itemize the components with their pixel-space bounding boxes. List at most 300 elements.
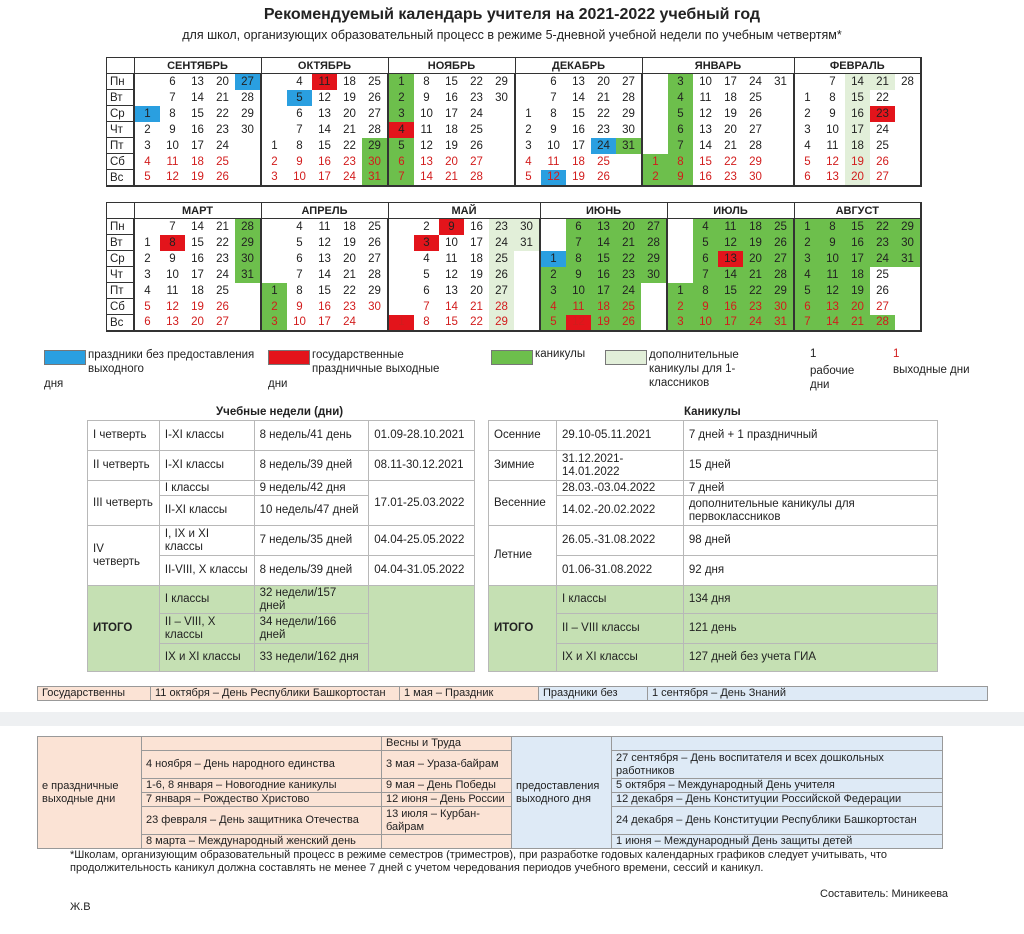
day-cell: 16 xyxy=(191,123,204,136)
day-cell: 3 xyxy=(515,138,541,154)
day-cell: 10 xyxy=(287,170,312,187)
day-cell xyxy=(261,90,287,106)
day-cell: 23 xyxy=(470,91,483,104)
day-cell: 16 xyxy=(591,267,616,283)
day-cell: 22 xyxy=(597,107,610,120)
day-cell: 8 xyxy=(668,154,693,170)
day-cell xyxy=(642,122,668,138)
day-cell xyxy=(489,138,515,154)
day-cell: 1 xyxy=(515,106,541,122)
day-cell: 3 xyxy=(794,251,820,267)
day-cell: 27 xyxy=(622,75,635,88)
day-cell: 27 xyxy=(470,155,483,168)
day-cell: 26 xyxy=(876,284,889,297)
day-cell: 24 xyxy=(337,170,362,187)
day-cell: 10 xyxy=(420,107,433,120)
day-cell: 14 xyxy=(591,235,616,251)
day-cell: 4 xyxy=(296,75,303,88)
day-cell: 7 xyxy=(550,91,557,104)
day-cell: 5 xyxy=(134,299,160,315)
day-cell: 11 xyxy=(566,299,591,315)
day-cell: 3 xyxy=(414,235,439,251)
day-cell xyxy=(895,267,921,283)
day-cell: 23 xyxy=(718,170,743,187)
day-cell: 25 xyxy=(470,123,483,136)
day-cell: 24 xyxy=(470,107,483,120)
day-cell: 2 xyxy=(794,106,820,122)
day-cell: 20 xyxy=(845,299,870,315)
day-cell: 29 xyxy=(749,155,762,168)
day-cell: 5 xyxy=(540,315,566,332)
vac-total-r2-classes: II – VIII классы xyxy=(556,614,683,644)
day-cell: 29 xyxy=(362,138,388,154)
day-cell: 6 xyxy=(693,251,718,267)
month-header: ЯНВАРЬ xyxy=(642,58,794,74)
day-cell: 17 xyxy=(724,75,737,88)
day-cell xyxy=(768,106,794,122)
day-cell: 17 xyxy=(312,170,337,187)
vac-total-r1-days: 134 дня xyxy=(683,586,937,614)
q4-name: IV четверть xyxy=(88,526,160,586)
weeks-table xyxy=(87,420,475,672)
day-cell xyxy=(388,299,414,315)
day-cell: 22 xyxy=(724,155,737,168)
day-cell: 25 xyxy=(749,91,762,104)
q3-a-weeks: 9 недель/42 дня xyxy=(254,481,369,496)
spring-a-days: 7 дней xyxy=(683,481,937,496)
strip-sep1: 1 сентября – День Знаний xyxy=(648,687,988,701)
day-cell: 28 xyxy=(235,219,261,235)
day-cell xyxy=(895,90,921,106)
day-cell: 22 xyxy=(616,251,641,267)
day-cell: 21 xyxy=(216,91,229,104)
day-cell: 27 xyxy=(210,315,235,332)
day-cell: 22 xyxy=(870,219,895,235)
day-cell: 15 xyxy=(445,75,458,88)
day-cell: 19 xyxy=(591,315,616,332)
day-cell: 13 xyxy=(420,155,433,168)
hol-m2: 9 мая – День Победы xyxy=(382,779,512,793)
winter-days: 15 дней xyxy=(683,451,937,481)
day-cell xyxy=(514,267,540,283)
day-cell: 10 xyxy=(445,236,458,249)
day-cell: 11 xyxy=(445,252,458,265)
day-label: Ср xyxy=(107,251,135,267)
summer-name: Летние xyxy=(489,526,557,586)
q2-name: II четверть xyxy=(88,451,160,481)
day-cell xyxy=(768,138,794,154)
day-cell: 22 xyxy=(470,75,483,88)
day-cell: 3 xyxy=(794,122,820,138)
day-label: Пт xyxy=(107,283,135,299)
day-cell xyxy=(895,106,921,122)
day-cell xyxy=(514,299,540,315)
day-cell xyxy=(235,138,261,154)
day-cell: 1 xyxy=(388,74,414,90)
day-cell xyxy=(667,251,693,267)
day-cell: 21 xyxy=(724,139,737,152)
day-cell xyxy=(895,283,921,299)
day-label: Пн xyxy=(107,74,135,90)
day-cell: 3 xyxy=(540,283,566,299)
day-cell: 25 xyxy=(368,75,381,88)
day-cell: 3 xyxy=(388,106,414,122)
day-cell xyxy=(642,90,668,106)
day-cell: 8 xyxy=(160,235,185,251)
vac-total-label: ИТОГО xyxy=(489,586,557,672)
day-cell: 14 xyxy=(699,139,712,152)
day-cell: 29 xyxy=(235,235,261,251)
day-cell: 2 xyxy=(515,122,541,138)
weeks-heading: Учебные недели (дни) xyxy=(216,406,344,418)
day-cell: 12 xyxy=(318,91,331,104)
day-cell: 31 xyxy=(895,251,921,267)
day-cell xyxy=(641,283,667,299)
day-cell: 4 xyxy=(423,252,430,265)
day-cell xyxy=(235,315,261,332)
day-cell xyxy=(388,267,414,283)
hol-l2: 1-6, 8 января – Новогодние каникулы xyxy=(142,779,382,793)
day-cell xyxy=(768,90,794,106)
day-cell: 23 xyxy=(597,123,610,136)
day-cell xyxy=(261,235,287,251)
day-cell: 24 xyxy=(870,251,895,267)
day-cell: 12 xyxy=(541,170,566,187)
day-cell: 17 xyxy=(470,236,483,249)
calendar-corner xyxy=(107,203,135,219)
day-cell: 10 xyxy=(699,75,712,88)
day-cell xyxy=(489,170,515,187)
q1-weeks: 8 недель/41 день xyxy=(254,421,369,451)
day-cell xyxy=(134,90,160,106)
day-cell: 15 xyxy=(318,139,331,152)
day-cell xyxy=(540,219,566,235)
day-cell: 8 xyxy=(566,251,591,267)
day-cell: 14 xyxy=(318,268,331,281)
q4-a-classes: I, IX и XI классы xyxy=(159,526,254,556)
day-cell: 17 xyxy=(191,139,204,152)
month-header: АВГУСТ xyxy=(794,203,921,219)
vac-total-r3-days: 127 дней без учета ГИА xyxy=(683,644,937,672)
day-cell xyxy=(489,106,515,122)
day-cell: 30 xyxy=(743,170,768,187)
day-cell: 4 xyxy=(794,138,820,154)
day-cell xyxy=(261,251,287,267)
day-cell: 24 xyxy=(216,268,229,281)
day-cell: 13 xyxy=(820,170,845,187)
day-cell: 16 xyxy=(845,235,870,251)
day-cell xyxy=(515,90,541,106)
day-cell xyxy=(388,283,414,299)
day-cell: 9 xyxy=(423,91,430,104)
day-cell xyxy=(667,219,693,235)
day-cell: 6 xyxy=(169,75,176,88)
day-cell: 19 xyxy=(724,107,737,120)
q4-b-weeks: 8 недель/39 дней xyxy=(254,556,369,586)
day-cell: 25 xyxy=(876,139,889,152)
day-cell xyxy=(261,219,287,235)
legend-weekend-num: 1 xyxy=(893,348,900,360)
q1-name: I четверть xyxy=(88,421,160,451)
day-cell: 6 xyxy=(794,299,820,315)
day-cell: 6 xyxy=(566,219,591,235)
hol-l5: 8 марта – Международный женский день xyxy=(142,835,382,849)
q2-dates: 08.11-30.12.2021 xyxy=(369,451,475,481)
day-cell: 6 xyxy=(550,75,557,88)
day-cell: 7 xyxy=(794,315,820,332)
day-cell: 10 xyxy=(287,315,312,332)
day-cell: 29 xyxy=(641,251,667,267)
day-cell: 12 xyxy=(166,300,179,313)
day-cell: 18 xyxy=(191,284,204,297)
day-cell: 3 xyxy=(261,170,287,187)
day-cell: 17 xyxy=(445,107,458,120)
day-cell: 21 xyxy=(743,267,768,283)
day-cell: 18 xyxy=(343,75,356,88)
day-cell: 16 xyxy=(693,170,718,187)
day-cell: 10 xyxy=(693,315,718,332)
winter-dates: 31.12.2021-14.01.2022 xyxy=(556,451,683,481)
day-cell: 19 xyxy=(445,139,458,152)
day-cell: 17 xyxy=(718,315,743,332)
day-cell: 14 xyxy=(845,74,870,90)
day-cell xyxy=(768,170,794,187)
day-cell: 27 xyxy=(368,107,381,120)
day-cell: 19 xyxy=(470,268,483,281)
day-cell: 10 xyxy=(166,268,179,281)
month-header: НОЯБРЬ xyxy=(388,58,515,74)
page-subtitle: для школ, организующих образовательный процесс в режиме 5-дневной учебной недели по учебным четвертям* xyxy=(182,28,842,42)
hol-r5: 1 июня – Международный День защиты детей xyxy=(612,835,943,849)
day-cell: 18 xyxy=(845,138,870,154)
day-cell: 8 xyxy=(296,284,303,297)
day-cell: 13 xyxy=(820,299,845,315)
day-cell: 14 xyxy=(572,91,585,104)
hol-right-label: предоставления выходного дня xyxy=(512,737,612,849)
day-cell: 11 xyxy=(699,91,712,104)
weeks-total-label: ИТОГО xyxy=(88,586,160,672)
day-cell: 16 xyxy=(191,252,204,265)
day-cell: 11 xyxy=(420,123,433,136)
strip-nohol: Праздники без xyxy=(539,687,648,701)
q4-b-classes: II-VIII, X классы xyxy=(159,556,254,586)
day-cell: 9 xyxy=(566,267,591,283)
day-cell: 26 xyxy=(368,91,381,104)
day-cell: 14 xyxy=(718,267,743,283)
legend-red-label: государственные праздничные выходные xyxy=(312,349,440,375)
day-cell: 25 xyxy=(216,284,229,297)
day-cell: 27 xyxy=(749,123,762,136)
day-cell xyxy=(388,235,414,251)
day-cell xyxy=(642,74,668,90)
day-cell: 14 xyxy=(445,300,458,313)
day-cell: 4 xyxy=(388,122,414,138)
hol-empty-top xyxy=(142,737,382,751)
day-cell: 7 xyxy=(388,170,414,187)
day-cell: 25 xyxy=(616,299,641,315)
day-cell: 23 xyxy=(616,267,641,283)
day-cell: 1 xyxy=(794,90,820,106)
day-cell: 26 xyxy=(749,107,762,120)
day-cell: 2 xyxy=(134,251,160,267)
vac-total-r2-days: 121 день xyxy=(683,614,937,644)
day-cell: 24 xyxy=(616,283,641,299)
day-cell: 26 xyxy=(489,267,514,283)
day-cell: 23 xyxy=(343,300,356,313)
weeks-total-r1-weeks: 32 недели/157 дней xyxy=(254,586,369,614)
day-cell xyxy=(642,138,668,154)
legend-lightgreen-swatch xyxy=(605,350,647,365)
legend-workday-num: 1 xyxy=(810,348,817,360)
day-cell: 30 xyxy=(768,299,794,315)
day-cell: 31 xyxy=(362,170,388,187)
day-cell: 23 xyxy=(489,219,514,235)
day-label: Чт xyxy=(107,122,135,138)
day-cell: 27 xyxy=(876,300,889,313)
day-cell: 21 xyxy=(845,315,870,332)
day-cell: 2 xyxy=(261,299,287,315)
day-cell: 18 xyxy=(845,267,870,283)
day-cell: 3 xyxy=(134,267,160,283)
day-cell: 29 xyxy=(768,283,794,299)
q4-a-weeks: 7 недель/35 дней xyxy=(254,526,369,556)
day-label: Вт xyxy=(107,235,135,251)
day-cell: 20 xyxy=(597,75,610,88)
strip-may1: 1 мая – Праздник xyxy=(400,687,539,701)
day-cell: 4 xyxy=(515,154,541,170)
day-cell: 19 xyxy=(566,170,591,187)
q3-a-classes: I классы xyxy=(159,481,254,496)
day-cell: 16 xyxy=(318,300,331,313)
day-cell xyxy=(540,235,566,251)
day-cell: 4 xyxy=(794,267,820,283)
day-cell: 6 xyxy=(423,284,430,297)
day-cell: 25 xyxy=(489,251,514,267)
day-cell: 9 xyxy=(439,219,464,235)
day-cell: 13 xyxy=(572,75,585,88)
day-cell: 16 xyxy=(445,91,458,104)
day-cell: 15 xyxy=(191,107,204,120)
calendar-top xyxy=(106,57,922,187)
weeks-total-r2-weeks: 34 недели/166 дней xyxy=(254,614,369,644)
day-cell: 17 xyxy=(191,268,204,281)
day-cell: 5 xyxy=(693,235,718,251)
legend-blue-label: праздники без предоставления выходного xyxy=(88,349,255,375)
day-cell: 23 xyxy=(216,123,229,136)
day-cell: 20 xyxy=(343,252,356,265)
day-cell: 15 xyxy=(699,155,712,168)
day-cell: 28 xyxy=(368,123,381,136)
day-cell: 23 xyxy=(343,155,356,168)
day-cell: 4 xyxy=(693,219,718,235)
day-cell: 7 xyxy=(423,300,430,313)
strip-oct11: 11 октября – День Республики Башкортостан xyxy=(151,687,400,701)
hol-empty-top-right xyxy=(612,737,943,751)
day-cell: 19 xyxy=(743,235,768,251)
q2-classes: I-XI классы xyxy=(159,451,254,481)
day-cell: 15 xyxy=(591,251,616,267)
day-cell: 2 xyxy=(667,299,693,315)
day-cell: 28 xyxy=(464,170,489,187)
day-label: Пт xyxy=(107,138,135,154)
day-cell: 14 xyxy=(191,91,204,104)
day-cell xyxy=(261,267,287,283)
day-cell: 22 xyxy=(743,283,768,299)
day-cell: 1 xyxy=(794,219,820,235)
day-cell: 7 xyxy=(169,220,176,233)
day-cell xyxy=(616,154,642,170)
day-cell: 5 xyxy=(134,170,160,187)
day-label: Чт xyxy=(107,267,135,283)
day-cell: 22 xyxy=(876,91,889,104)
day-cell: 19 xyxy=(343,236,356,249)
day-cell: 12 xyxy=(699,107,712,120)
summer-b-dates: 01.06-31.08.2022 xyxy=(556,556,683,586)
day-cell: 28 xyxy=(622,91,635,104)
day-cell: 20 xyxy=(343,107,356,120)
day-label: Сб xyxy=(107,299,135,315)
day-cell: 13 xyxy=(191,75,204,88)
day-cell: 3 xyxy=(668,74,693,90)
day-cell: 29 xyxy=(622,107,635,120)
day-cell: 15 xyxy=(572,107,585,120)
day-cell xyxy=(514,251,540,267)
day-cell: 5 xyxy=(668,106,693,122)
day-cell: 23 xyxy=(870,106,895,122)
day-cell: 25 xyxy=(597,155,610,168)
day-cell: 31 xyxy=(514,235,540,251)
day-cell xyxy=(616,170,642,187)
day-cell: 20 xyxy=(470,284,483,297)
day-cell: 23 xyxy=(743,299,768,315)
hol-r3: 12 декабря – День Конституции Российской Федерации xyxy=(612,793,943,807)
legend-red-swatch xyxy=(268,350,310,365)
day-cell: 13 xyxy=(445,284,458,297)
day-cell: 12 xyxy=(445,268,458,281)
day-cell: 24 xyxy=(749,75,762,88)
day-cell: 24 xyxy=(216,139,229,152)
holiday-strip xyxy=(37,686,988,701)
hol-r2: 5 октября – Международный День учителя xyxy=(612,779,943,793)
day-cell: 22 xyxy=(464,315,489,332)
day-cell: 29 xyxy=(368,284,381,297)
day-cell xyxy=(261,122,287,138)
q3-dates: 17.01-25.03.2022 xyxy=(369,481,475,526)
day-cell xyxy=(642,106,668,122)
vac-total-r1-classes: I классы xyxy=(556,586,683,614)
day-cell: 15 xyxy=(718,283,743,299)
day-cell xyxy=(235,170,261,187)
day-cell: 25 xyxy=(876,268,889,281)
day-label: Сб xyxy=(107,154,135,170)
day-cell: 24 xyxy=(876,123,889,136)
day-cell: 26 xyxy=(368,236,381,249)
day-cell: 9 xyxy=(169,123,176,136)
day-cell xyxy=(235,283,261,299)
day-cell: 15 xyxy=(191,236,204,249)
weeks-total-empty xyxy=(369,586,475,672)
day-cell: 26 xyxy=(470,139,483,152)
day-cell xyxy=(489,122,515,138)
day-cell: 28 xyxy=(241,91,254,104)
spring-b-dates: 14.02.-20.02.2022 xyxy=(556,496,683,526)
hol-m1: 3 мая – Ураза-байрам xyxy=(382,751,512,779)
day-cell: 17 xyxy=(591,283,616,299)
calendar-corner xyxy=(107,58,135,74)
day-cell: 10 xyxy=(166,139,179,152)
day-cell: 30 xyxy=(514,219,540,235)
day-cell: 1 xyxy=(261,283,287,299)
